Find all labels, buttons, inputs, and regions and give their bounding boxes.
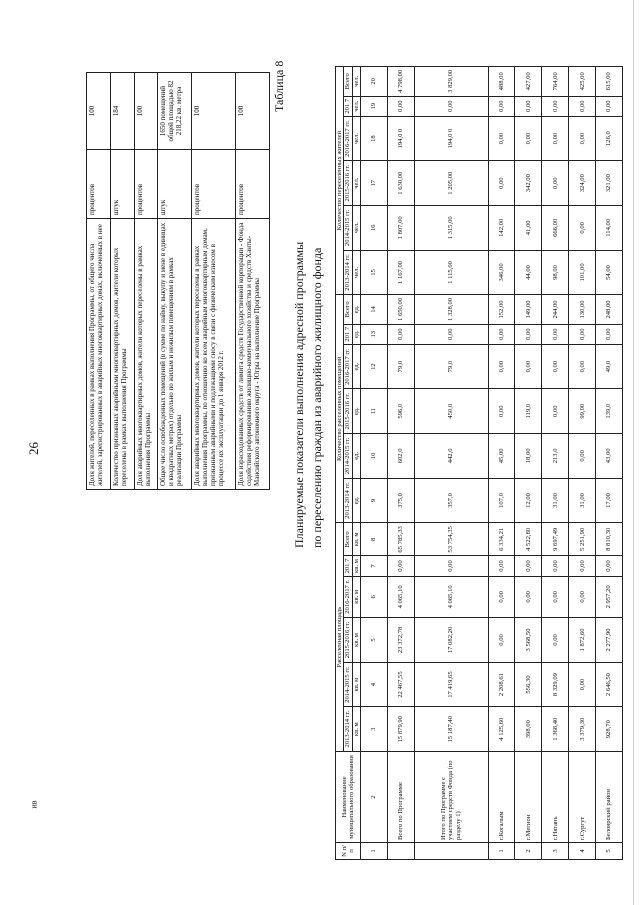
table-cell: 0,00 <box>542 116 569 161</box>
table-cell: 1 872,60 <box>569 618 596 663</box>
municipality-name: Итого по Программе с участием средств Фонда (по разделу 1) <box>414 752 488 843</box>
table-cell: 8 810,30 <box>596 523 623 556</box>
column-number: 10 <box>360 434 387 479</box>
year-header: 2015-2016 гг. <box>344 389 352 434</box>
table-cell: 149,00 <box>515 295 542 324</box>
table-cell: 0,00 <box>542 556 569 576</box>
page-number: 26 <box>26 442 41 455</box>
table-cell: 666,00 <box>542 206 569 251</box>
table-row <box>569 67 596 860</box>
column-numbers-row <box>360 67 387 860</box>
table-number: Таблица 8 <box>272 60 286 112</box>
municipality-name: г.Нягань <box>542 752 569 843</box>
table-cell: 1 115,00 <box>414 250 488 295</box>
table-cell: 17 419,65 <box>414 662 488 707</box>
table-cell: 0,00 <box>596 96 623 116</box>
indicator-label: Доля аварийных многоквартирных домов, жители которых переселены в рамках выполнения Программы, по отношению ко всем аварийным многоквартирным домам, признанным аварийными и подлежащими сносу в связи с физическим износом в процессе их эксплуатации до 1 января 2012 г. <box>192 219 236 490</box>
heading-line-2: по переселению граждан из аварийного жилищного фонда <box>310 247 324 548</box>
table-cell: 213,0 <box>542 434 569 479</box>
column-number: 3 <box>360 707 387 752</box>
table-cell: 0,00 <box>387 324 414 344</box>
table-cell: 1 630,00 <box>387 161 414 206</box>
table-cell: 615,00 <box>596 67 623 97</box>
table-cell: 0,00 <box>488 556 515 576</box>
unit-header: ед. <box>352 478 360 523</box>
year-header: 2013-2014 гг. <box>344 250 352 295</box>
table-cell: 0,00 <box>515 344 542 389</box>
indicator-row <box>87 73 111 490</box>
table-cell: 0,00 <box>488 389 515 434</box>
table-cell: 0,00 <box>596 556 623 576</box>
table-cell: 0,00 <box>387 556 414 576</box>
table-cell: 79,0 <box>414 344 488 389</box>
table-cell: 357,0 <box>414 478 488 523</box>
table-cell: 3 379,30 <box>569 707 596 752</box>
municipality-name: Белоярский район <box>596 752 623 843</box>
table-cell: 4 065,10 <box>387 576 414 618</box>
column-number: 6 <box>360 576 387 618</box>
indicator-unit: процентов <box>87 150 111 219</box>
table-cell: 0,00 <box>569 662 596 707</box>
table-cell: 1 205,00 <box>414 161 488 206</box>
indicator-value: 1650 помещений общей площадью 82 218,22 кв. метра <box>158 73 192 150</box>
table-cell: 0,00 <box>569 96 596 116</box>
unit-header: чел. <box>352 96 360 116</box>
table-cell: 1 368,40 <box>542 707 569 752</box>
resettlement-table <box>335 66 623 860</box>
table-cell: 0,00 <box>488 344 515 389</box>
table-cell: 602,0 <box>387 434 414 479</box>
unit-header: кв. м <box>352 618 360 663</box>
table-cell: 0,00 <box>569 576 596 618</box>
table-cell: 0,00 <box>387 96 414 116</box>
table-cell: 556,30 <box>515 662 542 707</box>
table-cell: 152,00 <box>488 295 515 324</box>
table-cell: 1 650,00 <box>387 295 414 324</box>
year-header: 201 7 <box>344 324 352 344</box>
municipality-name: г.Сургут <box>569 752 596 843</box>
column-number: 19 <box>360 96 387 116</box>
table-cell: 2 957,20 <box>596 576 623 618</box>
column-number: 13 <box>360 324 387 344</box>
table-cell: 0,00 <box>569 556 596 576</box>
table-cell: 0,00 <box>414 96 488 116</box>
year-header: Всего <box>344 67 352 97</box>
row-number <box>414 843 488 860</box>
table-cell: 15 879,90 <box>387 707 414 752</box>
indicator-value: 184 <box>110 73 134 150</box>
column-number: 7 <box>360 556 387 576</box>
column-number: 18 <box>360 116 387 161</box>
table-cell: 130,00 <box>569 295 596 324</box>
table-row <box>596 67 623 860</box>
table-cell: 0,00 <box>542 324 569 344</box>
group-area-header: Расселенная площадь <box>336 523 344 752</box>
indicator-unit: процентов <box>134 150 158 219</box>
table-cell: 248,00 <box>596 295 623 324</box>
table-row <box>414 67 488 860</box>
unit-header: чел. <box>352 116 360 161</box>
table-cell: 4 522,80 <box>515 523 542 556</box>
table-cell: 0,00 <box>596 324 623 344</box>
indicator-unit: процентов <box>236 150 270 219</box>
column-number: 5 <box>360 618 387 663</box>
group-people-header: Количество переселенных жителей <box>336 67 344 295</box>
year-header: 2016-2017 г. <box>344 576 352 618</box>
year-header: 201 7 <box>344 556 352 576</box>
indicator-row <box>110 73 134 490</box>
row-number: 4 <box>569 843 596 860</box>
municipality-name: Всего по Программе <box>387 752 414 843</box>
table-cell: 0,00 <box>515 556 542 576</box>
column-number: 9 <box>360 478 387 523</box>
table-cell: 43,00 <box>596 434 623 479</box>
column-number: 16 <box>360 206 387 251</box>
year-header: 2016-2017 гг. <box>344 116 352 161</box>
indicator-unit: процентов <box>192 150 236 219</box>
indicator-label: Общее число освобожденных помещений (в сумме по найму, выкупу и мене в единицах и квадратных метрах) отдельно по жилым и нежилым помещениям в рамках реализации Программы <box>158 219 192 490</box>
municipality-name: г.Мегион <box>515 752 542 843</box>
table-cell: 398,00 <box>515 707 542 752</box>
table-cell: 427,00 <box>515 67 542 97</box>
table-cell: 5 251,90 <box>569 523 596 556</box>
row-number <box>387 843 414 860</box>
table-cell: 764,00 <box>542 67 569 97</box>
table-cell: 0,00 <box>542 576 569 618</box>
column-number: 11 <box>360 389 387 434</box>
column-number: 12 <box>360 344 387 389</box>
table-cell: 0,00 <box>542 96 569 116</box>
table-cell: 0,00 <box>488 161 515 206</box>
table-cell: 23 372,78 <box>387 618 414 663</box>
year-header: 2016-2017 гг. <box>344 344 352 389</box>
row-number: 2 <box>515 843 542 860</box>
table-cell: 1 328,00 <box>414 295 488 324</box>
table-cell: 0,00 <box>488 618 515 663</box>
table-cell: 0,00 <box>488 96 515 116</box>
table-cell: 0,00 <box>488 576 515 618</box>
column-number: 4 <box>360 662 387 707</box>
table-cell: 2 208,61 <box>488 662 515 707</box>
indicators-table <box>86 72 270 490</box>
table-cell: 17 082,20 <box>414 618 488 663</box>
indicator-value: 100 <box>236 73 270 150</box>
table-cell: 31,00 <box>569 478 596 523</box>
table-row <box>515 67 542 860</box>
column-number: 1 <box>360 843 387 860</box>
table-cell: 244,00 <box>542 295 569 324</box>
indicator-row <box>236 73 270 490</box>
indicator-label: Доля аварийных многоквартирных домов, жители которых переселены в рамках выполнения Программы <box>134 219 158 490</box>
table-cell: 0,00 <box>542 344 569 389</box>
group-rooms-header: Количество расселенных помещений <box>336 295 344 523</box>
table-cell: 324,00 <box>569 161 596 206</box>
indicator-value: 100 <box>134 73 158 150</box>
unit-header: чел. <box>352 67 360 97</box>
column-number: 8 <box>360 523 387 556</box>
table-cell: 488,00 <box>488 67 515 97</box>
table-cell: 2 646,50 <box>596 662 623 707</box>
year-header: 2015-2016 гг. <box>344 618 352 663</box>
table-cell: 425,00 <box>569 67 596 97</box>
table-cell: 0,00 <box>488 116 515 161</box>
table-cell: 1 315,00 <box>414 206 488 251</box>
table-cell: 2 277,90 <box>596 618 623 663</box>
table-cell: 0,00 <box>414 324 488 344</box>
table-cell: 107,0 <box>488 478 515 523</box>
table-row <box>387 67 414 860</box>
table-cell: 18,00 <box>515 434 542 479</box>
table-cell: 1 807,00 <box>387 206 414 251</box>
resettlement-grid <box>335 66 623 860</box>
unit-header: ед. <box>352 344 360 389</box>
year-header: 2014-2015 гг. <box>344 434 352 479</box>
unit-header: чел. <box>352 250 360 295</box>
table-cell: 41,00 <box>515 206 542 251</box>
unit-header: кв. м <box>352 576 360 618</box>
indicator-label: Количество признанных аварийными многоквартирных домов, жители которых переселены в рамках выполнения Программы <box>110 219 134 490</box>
table-cell: 98,00 <box>542 250 569 295</box>
table-cell: 99,00 <box>569 389 596 434</box>
table-cell: 8 329,09 <box>542 662 569 707</box>
table-cell: 0,00 <box>569 344 596 389</box>
table-cell: 321,00 <box>596 161 623 206</box>
row-number: 1 <box>488 843 515 860</box>
unit-header: ед. <box>352 434 360 479</box>
table-cell: 0,00 <box>515 96 542 116</box>
table-cell: 442,0 <box>414 434 488 479</box>
unit-header: ед. <box>352 324 360 344</box>
table-cell: 54,00 <box>596 250 623 295</box>
heading-line-1: Планируемые показатели выполнения адресной программы <box>292 241 306 548</box>
table-cell: 12,00 <box>515 478 542 523</box>
table-cell: 194,0 0 <box>414 116 488 161</box>
table-cell: 4 065,10 <box>414 576 488 618</box>
year-header: 2015-2016 гг. <box>344 161 352 206</box>
col-num-header: N п/п <box>336 843 361 860</box>
indicator-value: 100 <box>87 73 111 150</box>
table-cell: 3 829,00 <box>414 67 488 97</box>
year-header: 2013-2014 гг. <box>344 478 352 523</box>
table-cell: 101,00 <box>569 250 596 295</box>
table-cell: 0,00 <box>542 618 569 663</box>
table-cell: 0,00 <box>414 556 488 576</box>
table-cell: 114,00 <box>596 206 623 251</box>
unit-header: кв. м <box>352 556 360 576</box>
table-cell: 22 467,55 <box>387 662 414 707</box>
table-cell: 6 334,21 <box>488 523 515 556</box>
table-cell: 0,00 <box>542 161 569 206</box>
table-cell: 4 798,00 <box>387 67 414 97</box>
unit-header: ед. <box>352 295 360 324</box>
unit-header: чел. <box>352 161 360 206</box>
column-number: 2 <box>360 752 387 843</box>
unit-header: ед. <box>352 389 360 434</box>
scan-edge <box>633 0 634 905</box>
table-cell: 65 785,33 <box>387 523 414 556</box>
table-cell: 53 754,35 <box>414 523 488 556</box>
indicator-row <box>134 73 158 490</box>
table-cell: 0,00 <box>569 324 596 344</box>
year-header: Всего <box>344 295 352 324</box>
table-cell: 139,0 <box>596 389 623 434</box>
indicators-grid <box>86 72 270 490</box>
table-cell: 375,0 <box>387 478 414 523</box>
unit-header: чел. <box>352 206 360 251</box>
indicator-label: Доля жителей, переселенных в рамках выполнения Программы, от общего числа жителей, зарегистрированных в аварийных многоквартирных домах, включенных в нее <box>87 219 111 490</box>
table-cell: 194,0 0 <box>387 116 414 161</box>
indicator-unit: штук <box>158 150 192 219</box>
table-cell: 15 187,40 <box>414 707 488 752</box>
row-number: 3 <box>542 843 569 860</box>
table-cell: 3 568,50 <box>515 618 542 663</box>
table-cell: 0,00 <box>515 324 542 344</box>
col-name-header: Наименование муниципального образования <box>336 752 361 843</box>
scan-mark: ив <box>29 800 39 809</box>
table-cell: 928,70 <box>596 707 623 752</box>
unit-header: кв. м <box>352 707 360 752</box>
table-cell: 45,00 <box>488 434 515 479</box>
table-cell: 44,00 <box>515 250 542 295</box>
indicator-label: Доля израсходованных средств от лимита средств Государственной корпорации - Фонда содействия реформированию жилищно-коммунального хозяйства и средств Ханты-Мансийского автономного округа - Югры на выполнение Программы <box>236 219 270 490</box>
table-row <box>488 67 515 860</box>
table-cell: 9 697,49 <box>542 523 569 556</box>
table-cell: 0,00 <box>542 389 569 434</box>
table-cell: 0,00 <box>515 116 542 161</box>
table-row <box>542 67 569 860</box>
table-cell: 49,0 <box>596 344 623 389</box>
column-number: 15 <box>360 250 387 295</box>
column-number: 20 <box>360 67 387 97</box>
table-cell: 0,00 <box>569 434 596 479</box>
year-header: 2014-2015 гг. <box>344 662 352 707</box>
year-header: 2014-2015 гг. <box>344 206 352 251</box>
indicator-value: 100 <box>192 73 236 150</box>
column-number: 14 <box>360 295 387 324</box>
table-cell: 346,00 <box>488 250 515 295</box>
municipality-name: г.Когалым <box>488 752 515 843</box>
table-cell: 0,00 <box>515 576 542 618</box>
table-cell: 31,00 <box>542 478 569 523</box>
column-number: 17 <box>360 161 387 206</box>
indicator-row <box>158 73 192 490</box>
row-number: 5 <box>596 843 623 860</box>
table-cell: 596,0 <box>387 389 414 434</box>
table-cell: 142,00 <box>488 206 515 251</box>
table-cell: 342,00 <box>515 161 542 206</box>
table-cell: 17,00 <box>596 478 623 523</box>
table-cell: 4 125,60 <box>488 707 515 752</box>
unit-header: кв. м <box>352 662 360 707</box>
table-cell: 1 167,00 <box>387 250 414 295</box>
indicator-unit: штук <box>110 150 134 219</box>
year-header: Всего <box>344 523 352 556</box>
table-cell: 0,00 <box>569 116 596 161</box>
table-cell: 0,00 <box>569 206 596 251</box>
table-cell: 79,0 <box>387 344 414 389</box>
year-header: 201 7 <box>344 96 352 116</box>
table-cell: 126,0 <box>596 116 623 161</box>
table-cell: 0,00 <box>488 324 515 344</box>
table-cell: 119,0 <box>515 389 542 434</box>
table-cell: 450,0 <box>414 389 488 434</box>
unit-header: кв. м <box>352 523 360 556</box>
year-header: 2013-2014 гг. <box>344 707 352 752</box>
indicator-row <box>192 73 236 490</box>
